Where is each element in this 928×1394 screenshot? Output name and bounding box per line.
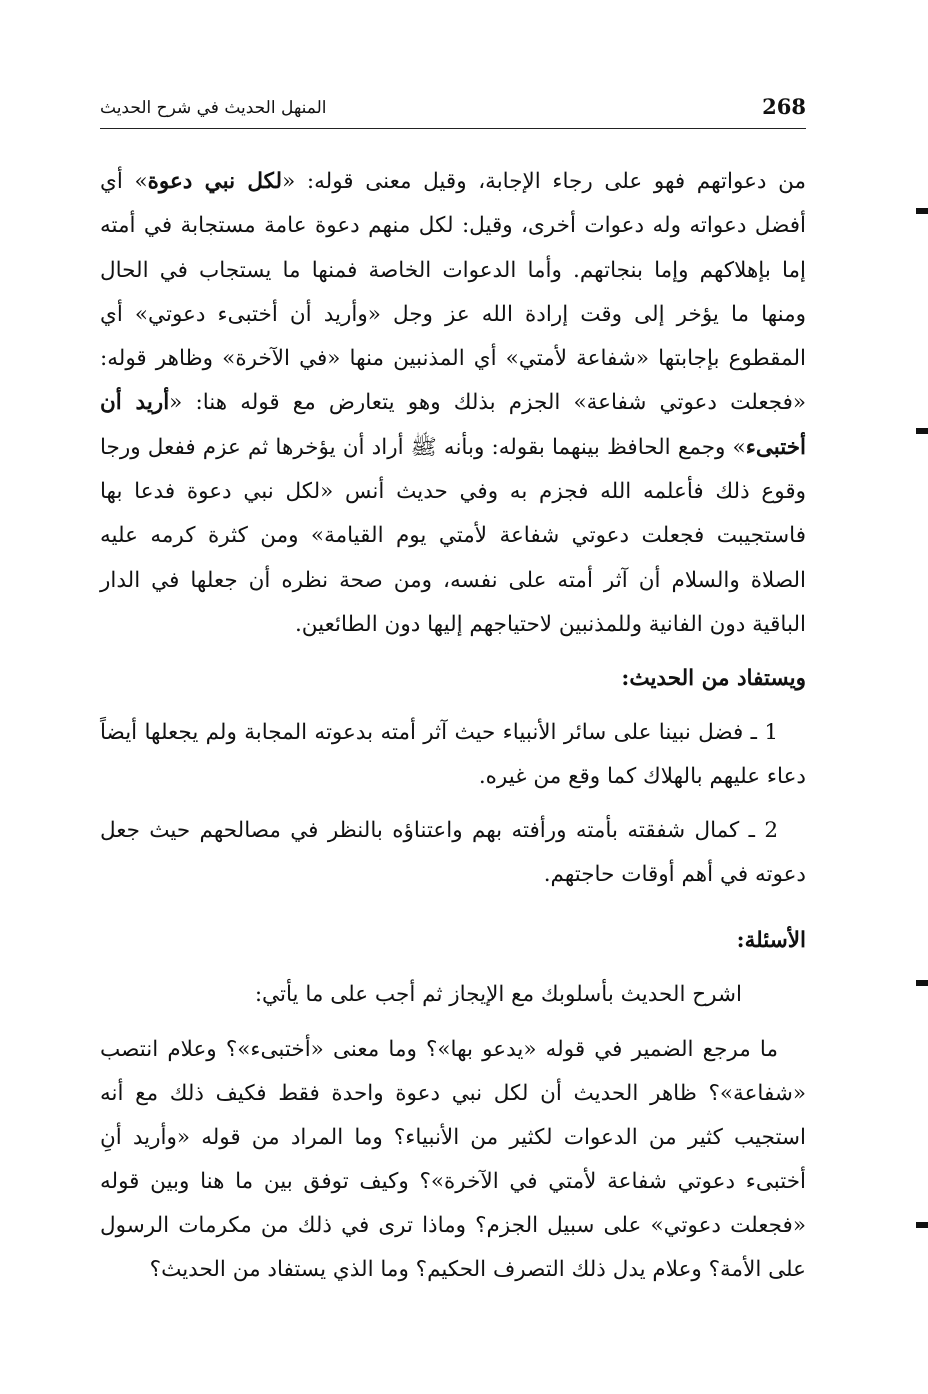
text-run: » وجمع الحافظ بينهما بقوله: وبأنه ﷺ أراد أن يؤخرها ثم عزم ففعل ورجا وقوع ذلك فأعلمه الله فجزم به وفي حديث أنس «لكل نبي دعوة فدعا بها فاستجيبت فجعلت دعوتي شفاعة لأمتي يوم القيامة» ومن كثرة كرمه عليه الصلاة والسلام أن آثر أمته على نفسه، ومن صحة نظره أن جعلها في الدار الباقية دون الفانية وللمذنبين لاحتياجهم إليها دون الطائعين. [100,434,806,637]
benefits-heading: ويستفاد من الحديث: [621,666,806,692]
bold-quote: لكل نبي دعوة [147,169,283,194]
spacer [100,647,806,657]
running-title: المنهل الحديث في شرح الحديث [100,98,327,118]
spacer [100,1018,806,1028]
page-number: 268 [762,94,806,119]
page-content [100,160,806,1292]
benefit-item-1: 1 ـ فضل نبينا على سائر الأنبياء حيث آثر أمته بدعوته المجابة ولم يجعلها أيضاً دعاء عليهم بالهلاك كما وقع من غيره. [100,720,806,790]
benefit-item-2: 2 ـ كمال شفقته بأمته ورأفته بهم واعتناؤه بالنظر في مصالحهم حيث جعل دعوته في أهم أوقات حاجتهم. [100,818,806,888]
scan-edge-mark [916,980,928,986]
bold-quote: أريد أن أختبىء [100,390,806,460]
questions-heading: الأسئلة: [736,928,806,954]
questions-text: ما مرجع الضمير في قوله «يدعو بها»؟ وما معنى «أختبىء»؟ وعلام انتصب «شفاعة»؟ ظاهر الحديث أن لكل نبي دعوة واحدة فقط فكيف ذلك مع أنه استجيب كثير من الدعوات لكثير من الأنبياء؟ وما المراد من قوله «وأريد أنِ أختبىء دعوتي شفاعة لأمتي في الآخرة»؟ وكيف توفق بين ما هنا وبين قوله «فجعلت دعوتي» على سبيل الجزم؟ وماذا ترى في ذلك من مكرمات الرسول على الأمة؟ وعلام يدل ذلك التصرف الحكيم؟ وما الذي يستفاد من الحديث؟ [100,1036,806,1282]
scan-edge-mark [916,208,928,214]
spacer [100,897,806,919]
scan-edge-mark [916,1222,928,1228]
questions-intro: اشرح الحديث بأسلوبك مع الإيجاز ثم أجب على ما يأتي: [254,982,742,1008]
text-run: » أي أفضل دعواته وله دعوات أخرى، وقيل: لكل منهم دعوة عامة مستجابة في أمته إما بإهلاكهم وإما بنجاتهم. وأما الدعوات الخاصة فمنها ما يستجاب في الحال ومنها ما يؤخر إلى وقت إرادة الله عز وجل «وأريد أن أختبىء دعوتي» أي المقطوع بإجابتها «شفاعة لأمتي» أي المذنبين منها «في الآخرة» وظاهر قوله: «فجعلت دعوتي شفاعة» الجزم بذلك وهو يتعارض مع قوله هنا: « [100,169,806,416]
commentary-paragraph [100,160,806,647]
spacer [100,963,806,973]
scan-edge-mark [916,428,928,434]
header-rule [100,128,806,129]
page-header [100,92,806,126]
spacer [100,799,806,809]
spacer [100,701,806,711]
text-run: من دعواتهم فهو على رجاء الإجابة، وقيل معنى قوله: « [282,169,807,194]
